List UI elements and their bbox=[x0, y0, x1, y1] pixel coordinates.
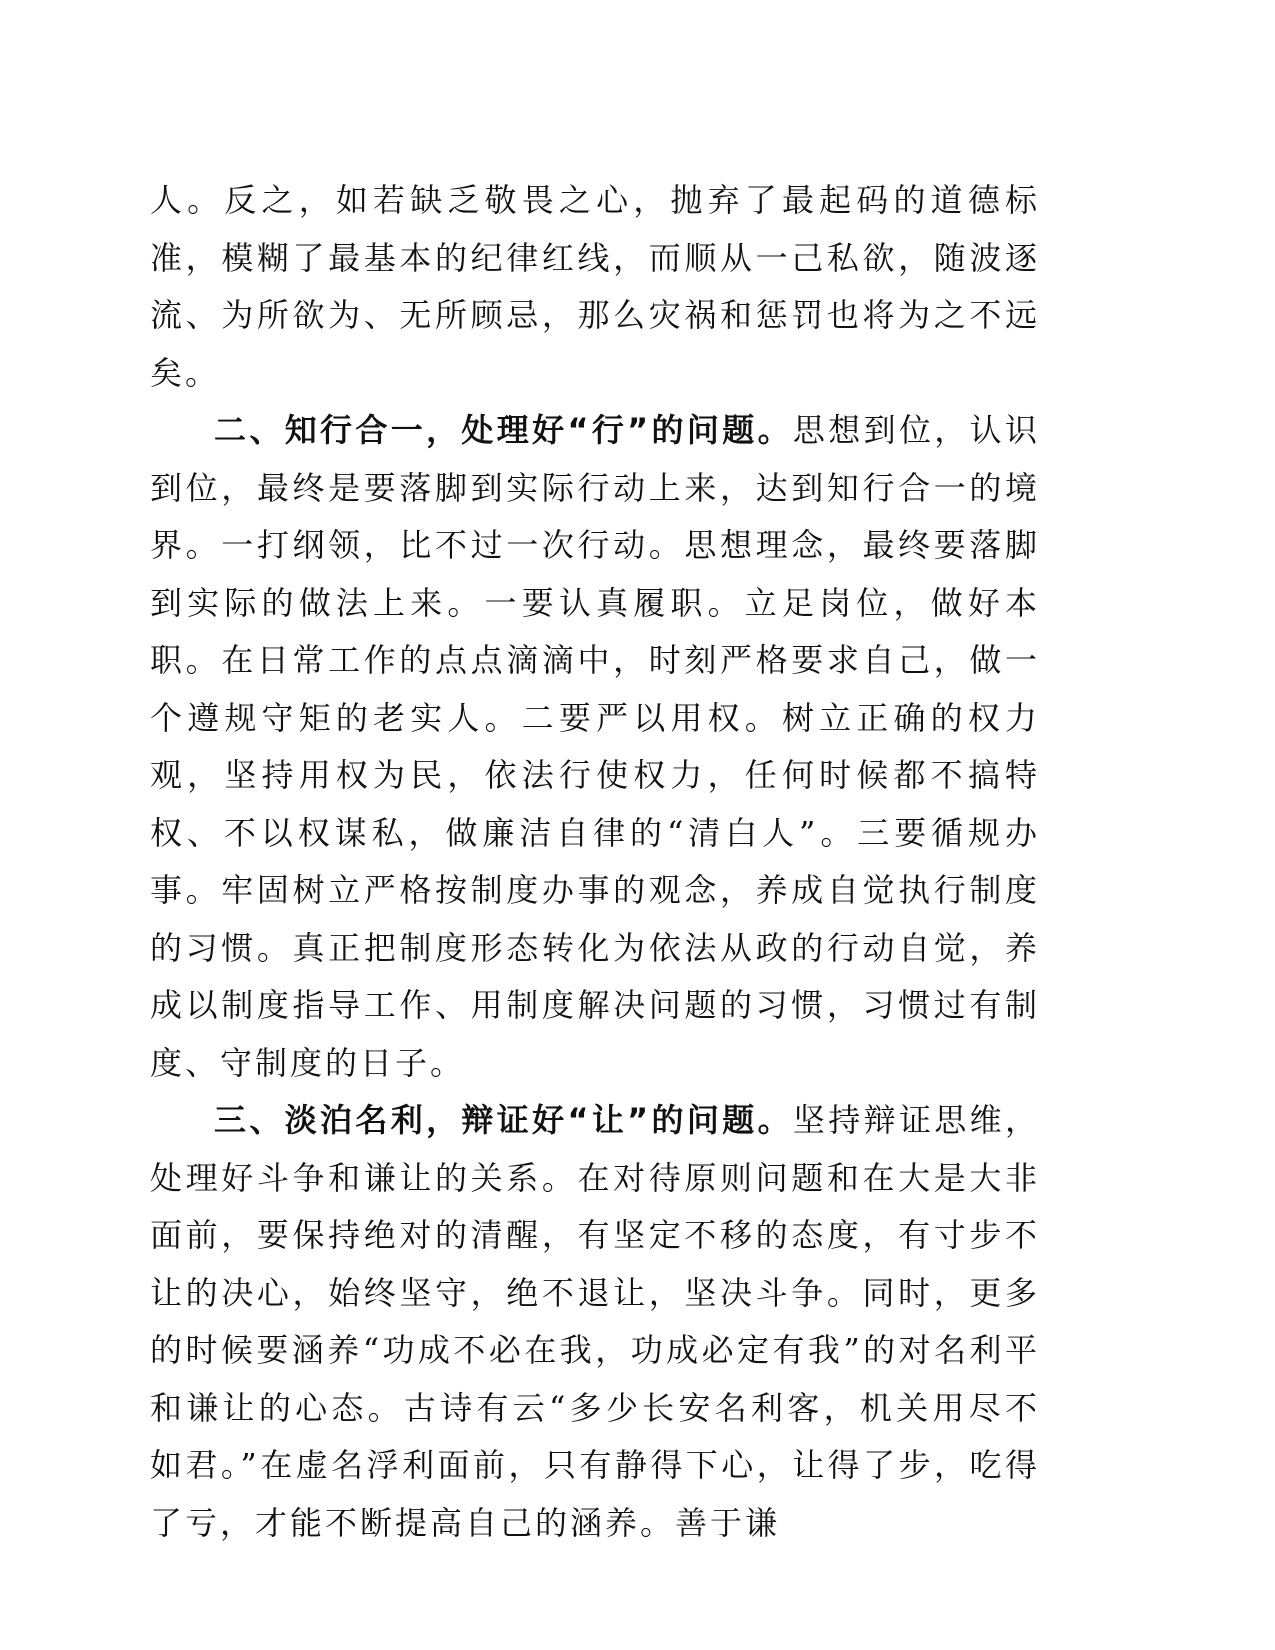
paragraph-body: 坚持辩证思维，处理好斗争和谦让的关系。在对待原则问题和在大是大非面前，要保持绝对的清醒，有坚定不移的态度，有寸步不让的决心，始终坚守，绝不退让，坚决斗争。同时，更多的时候要涵养“功成不必在我，功成必定有我”的对名利平和谦让的心态。古诗有云“多少长安名利客，机关用尽不如君。”在虚名浮利面前，只有静得下心，让得了步，吃得了亏，才能不断提高自己的涵养。善于谦 bbox=[150, 1101, 1040, 1542]
paragraph-continuation bbox=[150, 172, 1040, 402]
section-heading-three: 三、淡泊名利，辩证好“让”的问题。 bbox=[214, 1101, 793, 1139]
section-heading-two: 二、知行合一，处理好“行”的问题。 bbox=[214, 411, 793, 449]
paragraph-section-three bbox=[150, 1092, 1040, 1552]
paragraph-body: 思想到位，认识到位，最终是要落脚到实际行动上来，达到知行合一的境界。一打纲领，比不过一次行动。思想理念，最终要落脚到实际的做法上来。一要认真履职。立足岗位，做好本职。在日常工作的点点滴滴中，时刻严格要求自己，做一个遵规守矩的老实人。二要严以用权。树立正确的权力观，坚持用权为民，依法行使权力，任何时候都不搞特权、不以权谋私，做廉洁自律的“清白人”。三要循规办事。牢固树立严格按制度办事的观念，养成自觉执行制度的习惯。真正把制度形态转化为依法从政的行动自觉，养成以制度指导工作、用制度解决问题的习惯，习惯过有制度、守制度的日子。 bbox=[150, 411, 1040, 1082]
paragraph-section-two bbox=[150, 402, 1040, 1092]
document-page bbox=[150, 172, 1040, 1552]
paragraph-body: 人。反之，如若缺乏敬畏之心，抛弃了最起码的道德标准，模糊了最基本的纪律红线，而顺从一己私欲，随波逐流、为所欲为、无所顾忌，那么灾祸和惩罚也将为之不远矣。 bbox=[150, 181, 1040, 392]
